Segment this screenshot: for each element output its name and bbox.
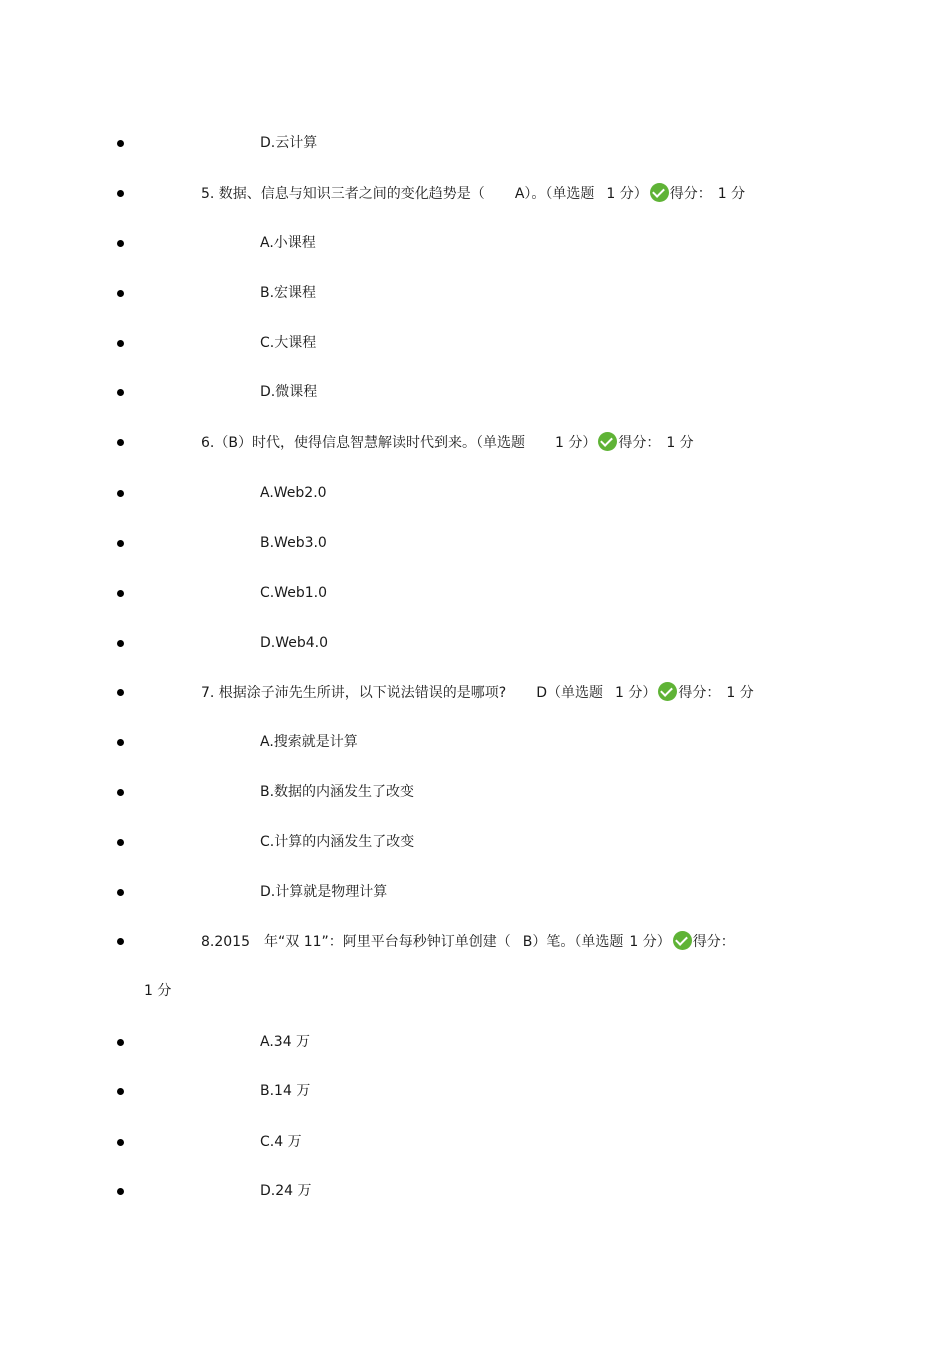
option-text: B.数据的内涵发生了改变 [260, 784, 415, 800]
bullet-icon [117, 1039, 124, 1046]
answer-letter: B [522, 934, 533, 950]
bullet-icon [117, 789, 124, 796]
option-text: A.搜索就是计算 [260, 734, 358, 750]
option-text: D.Web4.0 [260, 635, 329, 651]
bullet-icon [117, 1139, 124, 1146]
option-text: B.宏课程 [260, 285, 317, 301]
option-text: B.Web3.0 [260, 535, 327, 551]
score-value: 1 分 [717, 186, 746, 202]
question-type: （单选题 [547, 685, 604, 701]
question-type: ）笔。（单选题 [532, 934, 624, 950]
bullet-icon [117, 290, 124, 297]
bullet-icon [117, 839, 124, 846]
bullet-icon [117, 590, 124, 597]
bullet-icon [117, 1088, 124, 1095]
bullet-icon [117, 540, 124, 547]
score-value: 1 分 [144, 983, 172, 999]
bullet-icon [117, 640, 124, 647]
option-text: D.云计算 [260, 135, 318, 151]
question-line [201, 183, 745, 204]
bullet-icon [117, 140, 124, 147]
answer-letter: D [536, 685, 548, 701]
option-text: C.4 万 [260, 1134, 302, 1150]
option-text: C.大课程 [260, 335, 317, 351]
bullet-icon [117, 490, 124, 497]
bullet-icon [117, 340, 124, 347]
question-line [201, 432, 694, 453]
question-stem: 5. 数据、信息与知识三者之间的变化趋势是（ [201, 186, 485, 202]
option-text: A.34 万 [260, 1034, 311, 1050]
option-text: B.14 万 [260, 1083, 311, 1099]
check-circle-icon [598, 432, 617, 451]
bullet-icon [117, 240, 124, 247]
check-circle-icon [673, 931, 692, 950]
answer-letter: A [514, 186, 525, 202]
bullet-icon [117, 389, 124, 396]
option-text: C.Web1.0 [260, 585, 328, 601]
bullet-icon [117, 889, 124, 896]
bullet-icon [117, 190, 124, 197]
bullet-icon [117, 1188, 124, 1195]
option-text: A.小课程 [260, 235, 316, 251]
question-line [201, 682, 754, 703]
bullet-icon [117, 689, 124, 696]
question-points: 1 分） [615, 685, 657, 701]
check-circle-icon [650, 183, 669, 202]
option-text: D.24 万 [260, 1183, 312, 1199]
score-label: 得分： [669, 186, 712, 202]
question-points: 1 分） [629, 934, 671, 950]
option-text: A.Web2.0 [260, 485, 327, 501]
bullet-icon [117, 938, 124, 945]
question-stem: 7. 根据涂子沛先生所讲，以下说法错误的是哪项? [201, 685, 507, 701]
question-points: 1 分） [606, 186, 648, 202]
score-value: 1 分 [726, 685, 754, 701]
option-text: C.计算的内涵发生了改变 [260, 834, 415, 850]
question-stem: 6.（B）时代，使得信息智慧解读时代到来。（单选题 [201, 435, 525, 451]
score-label: 得分： [618, 435, 661, 451]
score-value: 1 分 [666, 435, 694, 451]
question-type: ）。（单选题 [524, 186, 595, 202]
score-label: 得分： [678, 685, 721, 701]
option-text: D.计算就是物理计算 [260, 884, 388, 900]
bullet-icon [117, 739, 124, 746]
question-line [201, 931, 735, 952]
option-text: D.微课程 [260, 384, 318, 400]
score-label: 得分： [692, 934, 735, 950]
question-points: 1 分） [554, 435, 597, 451]
bullet-icon [117, 439, 124, 446]
check-circle-icon [658, 682, 677, 701]
question-stem: 8.2015 年“双 11”：阿里平台每秒钟订单创建（ [201, 934, 511, 950]
